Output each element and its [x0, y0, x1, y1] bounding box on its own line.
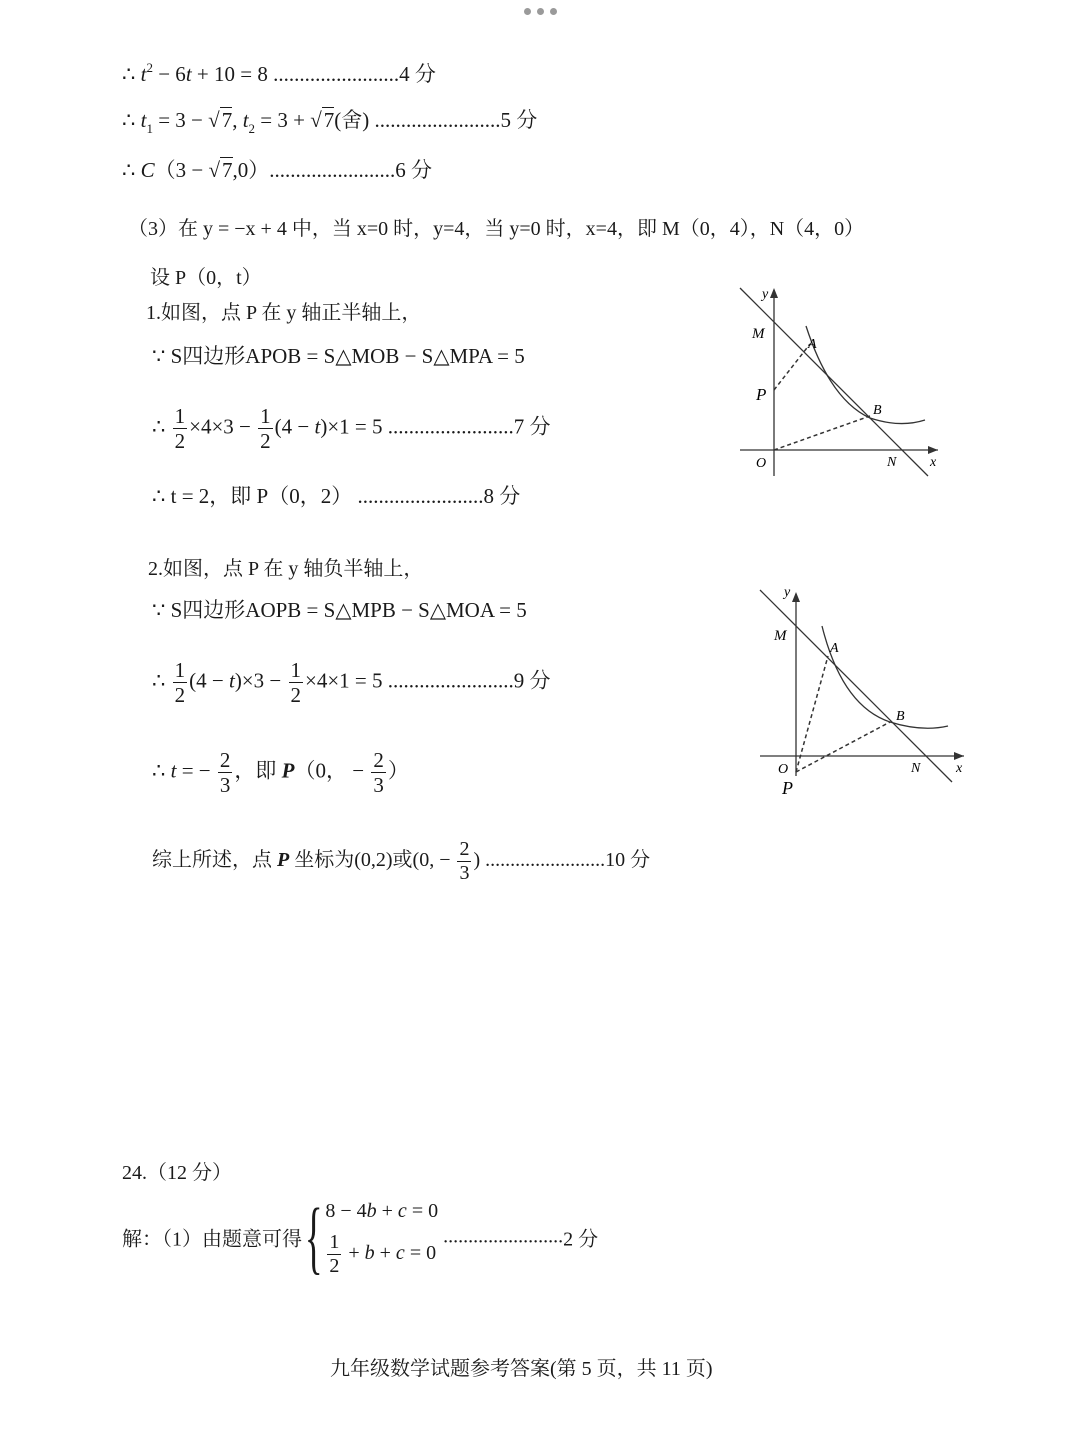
case-2-equation: ∴ $\frac{1}{2}$ (4 − t)×3 − $\frac{1}{2}$ ×4×1 = 5 ........................9 分	[152, 658, 551, 708]
hyperbola-curve	[806, 326, 925, 424]
segment-pb	[796, 722, 890, 772]
label-x: x	[930, 455, 937, 470]
line-mn	[760, 590, 952, 782]
solution-line-1: ∴ $t^2 - 6t + 10 = 8$ ........................4 分	[122, 60, 436, 86]
label-p: P	[782, 778, 793, 798]
label-y: y	[784, 585, 791, 600]
label-p: P	[756, 385, 767, 404]
label-m: M	[752, 326, 765, 342]
score-label: 7 分	[513, 414, 551, 439]
case-2-title: 2.如图，点 P 在 y 轴负半轴上，	[148, 558, 424, 580]
label-y: y	[762, 287, 769, 302]
label-x: x	[956, 761, 963, 776]
leader-dots: ........................	[387, 668, 514, 693]
y-axis-arrow-icon	[770, 288, 778, 298]
score-label: 9 分	[513, 668, 551, 693]
label-o: O	[756, 456, 767, 471]
label-a: A	[808, 337, 817, 352]
label-o: O	[778, 762, 789, 777]
label-b: B	[896, 709, 905, 724]
page-footer: 九年级数学试题参考答案(第 5 页，共 11 页)	[330, 1358, 713, 1380]
segment-ob	[774, 416, 870, 450]
hyperbola-curve	[822, 626, 948, 728]
case-2-area: ∵ S四边形AOPB = S△MPB − S△MOA = 5	[152, 598, 527, 622]
part-3-intro: （3）在 y = −x + 4 中，当 x=0 时，y=4，当 y=0 时，x=4，即 M（0，4），N（4，0）	[128, 218, 865, 240]
solution-line-2: ∴ $t_1 = 3 - √7$, $t_2 = 3 + √7$(舍) ........................5 分	[122, 108, 538, 136]
summary-line: 综上所述，点 P 坐标为(0,2)或(0, − $\frac{2}{3}$ ) ........................10 分	[152, 838, 651, 884]
case-1-equation: ∴ $\frac{1}{2}$ ×4×3 − $\frac{1}{2}$ (4 − t)×1 = 5 ........................7 分	[152, 404, 551, 454]
question-24-heading: 24.（12 分）	[122, 1162, 232, 1184]
score-label: 5 分	[500, 108, 538, 132]
segment-pa	[774, 344, 810, 390]
x-axis-arrow-icon	[928, 446, 938, 454]
x-axis-arrow-icon	[954, 752, 964, 760]
score-label: 2 分	[563, 1228, 599, 1251]
case-1-area: ∵ S四边形APOB = S△MOB − S△MPA = 5	[152, 344, 525, 368]
case-2-result: ∴ t = − $\frac{2}{3}$ ，即 P（0， − $\frac{2}{3}$ ）	[152, 748, 409, 798]
case-1-result: ∴ t = 2，即 P（0，2） ........................8 分	[152, 484, 521, 508]
leader-dots: ........................	[357, 484, 484, 508]
line-mn	[740, 288, 928, 476]
leader-dots: ........................	[485, 849, 606, 872]
question-24-solution: 解：（1）由题意可得{ 8 − 4b + c = 0 $\frac{1}{2}$ + b + c = 0 ........................2 分	[122, 1191, 599, 1282]
label-n: N	[887, 455, 897, 470]
segment-pa	[796, 656, 828, 772]
solution-line-3: ∴ C（3 − √7,0）........................6 分	[122, 158, 433, 182]
score-label: 6 分	[395, 158, 433, 182]
leader-dots: ........................	[387, 414, 514, 439]
leader-dots: ........................	[273, 62, 400, 86]
leader-dots: ........................	[443, 1225, 564, 1248]
label-a: A	[830, 641, 839, 656]
score-label: 8 分	[483, 484, 521, 508]
score-label: 4 分	[399, 62, 436, 86]
case-1-title: 1.如图，点 P 在 y 轴正半轴上，	[146, 302, 422, 324]
score-label: 10 分	[605, 849, 651, 872]
figure-2-graph	[750, 580, 970, 800]
more-options-icon[interactable]	[524, 6, 558, 18]
y-axis-arrow-icon	[792, 592, 800, 602]
label-b: B	[873, 403, 882, 418]
label-n: N	[911, 761, 921, 776]
label-m: M	[774, 628, 787, 644]
leader-dots: ........................	[269, 158, 396, 182]
leader-dots: ........................	[374, 108, 501, 132]
set-p-line: 设 P（0，t）	[150, 267, 262, 289]
figure-1-graph	[730, 280, 950, 480]
